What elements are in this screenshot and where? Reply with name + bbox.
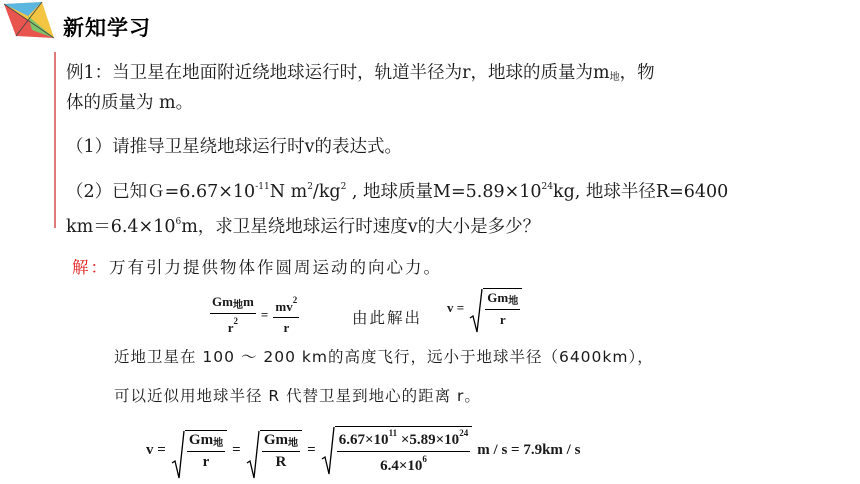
eq-text: Gm [212, 294, 233, 309]
exponent: 6 [175, 217, 182, 227]
exponent: 24 [541, 182, 553, 192]
problem-text: ，物 [619, 63, 655, 83]
eq-text: Gm [487, 290, 509, 305]
problem-text: 例1：当卫星在地面附近绕地球运行时，轨道半径为r，地球的质量为m [66, 63, 610, 83]
exponent: 24 [459, 428, 469, 438]
accent-divider [54, 52, 56, 228]
radical-sign-icon [171, 430, 185, 480]
eq-text: v = [447, 300, 465, 315]
exponent: -11 [255, 182, 270, 192]
eq-text: Gm [263, 432, 288, 448]
radical-sign-icon [321, 426, 335, 476]
exponent: 2 [340, 182, 347, 192]
eq-text: r [227, 320, 234, 335]
eq-text: ×5.89×10 [397, 432, 460, 448]
square-root [246, 430, 302, 471]
eq-text: m [242, 294, 254, 309]
eq-text: r [202, 454, 210, 470]
note-line-1: 近地卫星在 100 ～ 200 km的高度飞行，远小于地球半径（6400km）， [114, 348, 654, 366]
fraction-lhs [210, 294, 256, 336]
eq-text: v = [146, 442, 166, 458]
eq-text: 6.4×10 [380, 458, 423, 474]
derive-text: 由此解出 [352, 309, 423, 327]
subscript: 地 [508, 296, 519, 307]
equals-sign: = [307, 442, 316, 458]
eq-text: 6.67×10 [338, 432, 389, 448]
eq-text: r [283, 319, 290, 335]
note-line-2: 可以近似用地球半径 R 代替卫星到地心的距离 r。 [114, 387, 481, 405]
kite-icon [2, 0, 58, 48]
eq-text: Gm [188, 432, 214, 448]
q2-text: m，求卫星绕地球运行时速度v的大小是多少？ [181, 217, 541, 237]
exponent: 2 [233, 316, 239, 326]
equation-gravity-centripetal [210, 294, 299, 336]
exponent: 6 [422, 454, 427, 464]
q2-text: kg, 地球半径R=6400 [552, 182, 729, 202]
question-2-line-1 [66, 172, 728, 207]
solution-text: 万有引力提供物体作圆周运动的向心力。 [109, 258, 442, 277]
eq-text: r [499, 312, 506, 327]
eq-text: R [275, 454, 287, 470]
q2-text: N m [269, 182, 308, 202]
solution-intro [72, 254, 442, 278]
fraction-rhs [273, 295, 299, 336]
exponent: 2 [307, 182, 313, 192]
q2-text: km＝6.4×10 [66, 217, 176, 237]
subscript: 地 [213, 438, 224, 449]
q2-text: /kg [312, 182, 341, 202]
subscript: 地 [288, 438, 298, 449]
radical-sign-icon [469, 288, 483, 334]
radical-sign-icon [246, 430, 260, 480]
equals-sign: = [260, 307, 269, 322]
question-1: （1）请推导卫星绕地球运行时v的表达式。 [66, 137, 403, 157]
exponent: 11 [388, 428, 398, 438]
q2-text: , 地球质量M=5.89×10 [346, 182, 542, 202]
square-root [321, 426, 472, 475]
square-root [171, 430, 227, 471]
eq-result: m / s = 7.9km / s [477, 442, 581, 458]
subscript: 地 [609, 72, 620, 83]
equation-velocity [447, 288, 522, 328]
question-2-line-2 [66, 207, 540, 242]
exponent: 2 [292, 294, 298, 305]
page-title: 新知学习 [63, 16, 151, 40]
equals-sign: = [232, 442, 241, 458]
eq-text: mv [275, 298, 293, 314]
subscript: 地 [232, 300, 243, 311]
square-root [469, 288, 522, 328]
problem-line-2: 体的质量为 m。 [66, 93, 194, 113]
equation-numeric [146, 426, 580, 475]
q2-text: （2）已知Ｇ=6.67×10 [66, 182, 256, 202]
solution-label: 解： [72, 258, 109, 277]
